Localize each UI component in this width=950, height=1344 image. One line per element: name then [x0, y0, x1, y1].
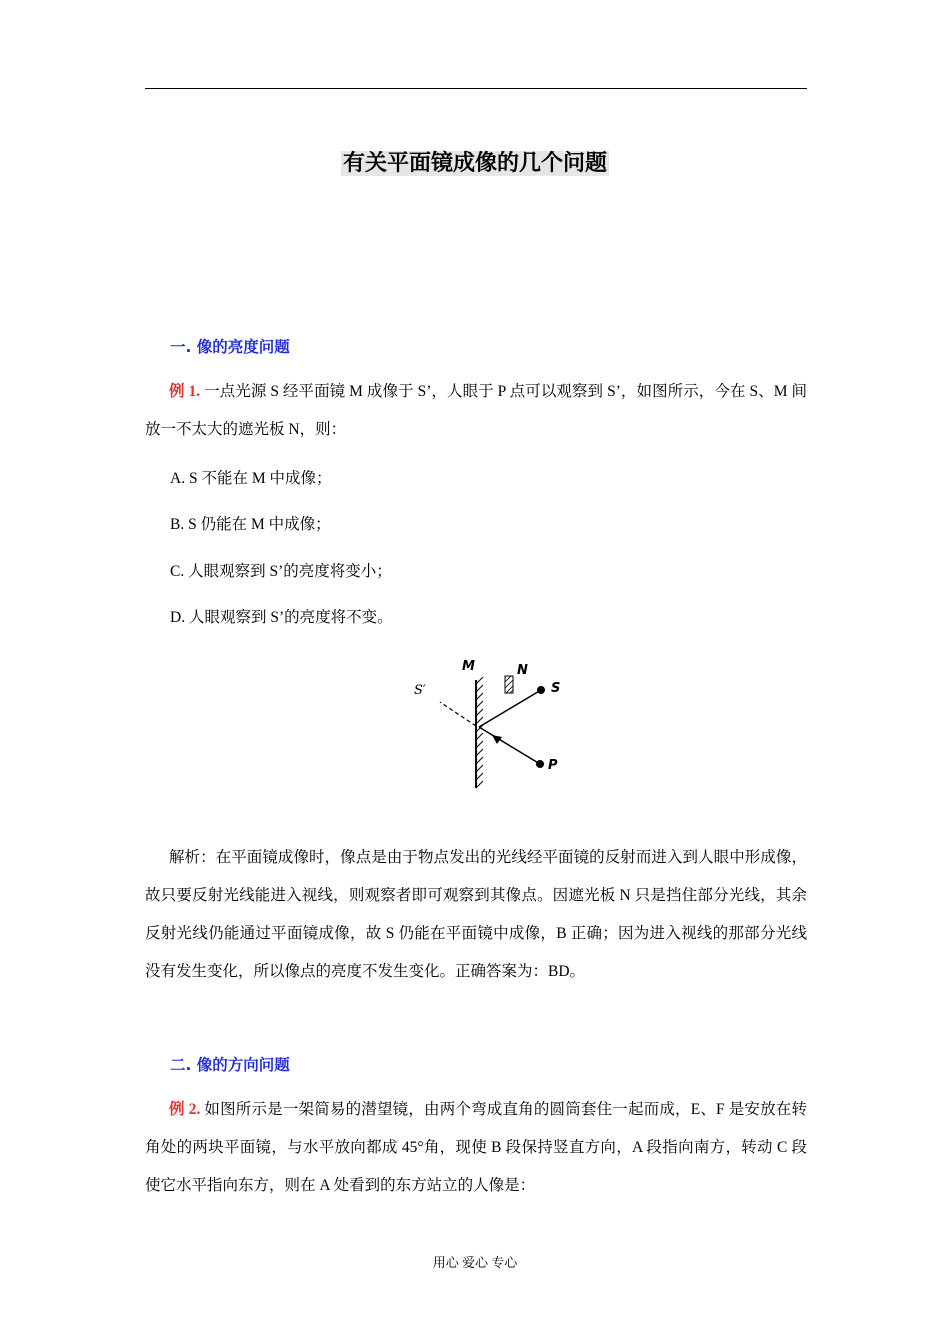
option-d: D. 人眼观察到 S’的亮度将不变。	[170, 609, 393, 626]
mirror-diagram	[400, 652, 570, 792]
example-1-text: 一点光源 S 经平面镜 M 成像于 S’，人眼于 P 点可以观察到 S’，如图所示，今在 S、M 间放一不太大的遮光板 N，则：	[145, 383, 807, 438]
label-n: N	[517, 663, 528, 678]
page-title-text: 有关平面镜成像的几个问题	[342, 151, 607, 176]
virtual-ray	[440, 702, 476, 726]
incident-ray	[479, 690, 541, 727]
label-p: P	[548, 758, 558, 773]
section-2-heading: 二. 像的方向问题	[170, 1056, 290, 1074]
example-2-paragraph	[145, 1091, 807, 1205]
label-s-prime: S′	[414, 683, 426, 698]
label-m: M	[462, 659, 475, 674]
page-title	[0, 146, 950, 177]
label-s: S	[551, 681, 561, 696]
example-1-paragraph	[145, 373, 807, 449]
header-rule	[145, 88, 807, 89]
analysis-paragraph: 解析：在平面镜成像时，像点是由于物点发出的光线经平面镜的反射而进入到人眼中形成像，故只要反射光线能进入视线，则观察者即可观察到其像点。因遮光板 N 只是挡住部分光线，其余反射光线仍能通过平面镜成像，故 S 仍能在平面镜中成像，B 正确；因为进入视线的那部分光线没有发生变化，所以像点的亮度不发生变化。正确答案为：BD。	[145, 849, 807, 980]
page-footer: 用心 爱心 专心	[432, 1255, 518, 1270]
example-2-text: 如图所示是一架简易的潜望镜，由两个弯成直角的圆筒套住一起而成，E、F 是安放在转角处的两块平面镜，与水平放向都成 45°角，现使 B 段保持竖直方向，A 段指向南方，转动 C 段使它水平指向东方，则在 A 处看到的东方站立的人像是：	[145, 1101, 807, 1194]
mirror-hatching	[476, 677, 483, 788]
example-2-label: 例 2.	[169, 1101, 201, 1118]
reflected-ray	[479, 727, 540, 764]
option-b: B. S 仍能在 M 中成像；	[170, 516, 331, 533]
section-1-heading: 一. 像的亮度问题	[170, 338, 290, 356]
point-s	[537, 686, 545, 694]
option-a: A. S 不能在 M 中成像；	[170, 470, 332, 487]
option-c: C. 人眼观察到 S’的亮度将变小；	[170, 563, 392, 580]
point-p	[536, 760, 544, 768]
example-1-label: 例 1.	[169, 383, 201, 400]
